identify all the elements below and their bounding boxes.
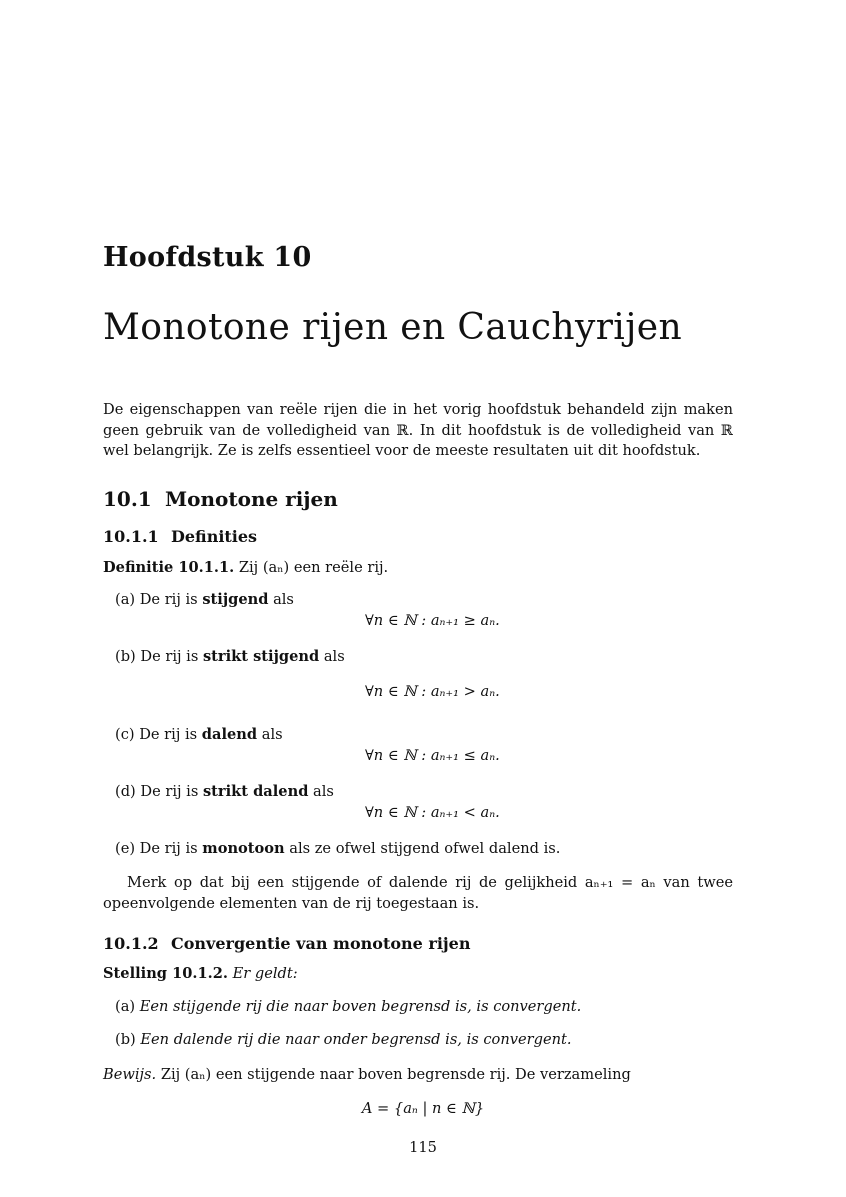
definition-item-b <box>115 648 345 665</box>
item-marker: (a) <box>115 591 136 608</box>
proof-formula: A = {aₙ | n ∈ ℕ} <box>361 1100 485 1117</box>
item-marker: (c) <box>115 726 135 743</box>
subsection-title: Definities <box>171 527 258 546</box>
formula-d: ∀n ∈ ℕ : aₙ₊₁ < aₙ. <box>365 804 500 821</box>
item-text: als <box>313 783 334 800</box>
proof-text: Zij (aₙ) een stijgende naar boven begrensde rij. De verzameling <box>160 1066 631 1083</box>
page-number: 115 <box>409 1139 437 1156</box>
item-text: als <box>273 591 294 608</box>
item-marker: (b) <box>115 1031 136 1048</box>
item-marker: (b) <box>115 648 136 665</box>
section-number: 10.1 <box>103 487 152 511</box>
item-marker: (a) <box>115 998 136 1015</box>
item-text: als ze ofwel stijgend ofwel dalend is. <box>289 840 561 857</box>
section-heading <box>103 487 338 511</box>
item-marker: (d) <box>115 783 136 800</box>
definition-item-d <box>115 783 334 800</box>
formula-b: ∀n ∈ ℕ : aₙ₊₁ > aₙ. <box>365 683 500 700</box>
item-text: Een stijgende rij die naar boven begrensd is, is convergent. <box>139 998 582 1015</box>
item-text: De rij is <box>140 648 199 665</box>
subsection-number: 10.1.2 <box>103 934 159 953</box>
proof-label: Bewijs. <box>103 1066 157 1083</box>
definition-item-c <box>115 726 283 743</box>
theorem-statement <box>103 964 298 985</box>
subsection-heading-convergentie <box>103 934 471 953</box>
item-text: De rij is <box>139 591 198 608</box>
item-text: De rij is <box>139 840 198 857</box>
definition-label: Definitie 10.1.1. <box>103 559 235 576</box>
intro-paragraph: De eigenschappen van reële rijen die in het vorig hoofdstuk behandeld zijn maken geen gebruik van de volledigheid van ℝ. In dit hoofdstuk is de volledigheid van ℝ wel belangrijk. Ze is zelfs essentieel voor de meeste resultaten uit dit hoofdstuk. <box>103 401 733 459</box>
item-text: als <box>323 648 345 665</box>
definition-item-e <box>115 840 560 857</box>
chapter-label: Hoofdstuk 10 <box>103 242 312 273</box>
theorem-item-a <box>115 998 581 1015</box>
formula-a: ∀n ∈ ℕ : aₙ₊₁ ≥ aₙ. <box>365 612 500 629</box>
definition-text: Zij (aₙ) een reële rij. <box>238 559 389 576</box>
subsection-number: 10.1.1 <box>103 527 159 546</box>
definition-statement <box>103 558 388 579</box>
formula-c: ∀n ∈ ℕ : aₙ₊₁ ≤ aₙ. <box>365 747 500 764</box>
item-text: Een dalende rij die naar onder begrensd is, is convergent. <box>140 1031 572 1048</box>
item-text: De rij is <box>140 783 199 800</box>
remark-paragraph: Merk op dat bij een stijgende of dalende rij de gelijkheid aₙ₊₁ = aₙ van twee opeenvolgende elementen van de rij toegestaan is. <box>103 874 733 912</box>
item-term: strikt stijgend <box>202 648 320 665</box>
item-term: dalend <box>201 726 258 743</box>
proof-statement <box>103 1065 631 1086</box>
theorem-label: Stelling 10.1.2. <box>103 965 228 982</box>
theorem-text: Er geldt: <box>232 965 298 982</box>
item-term: monotoon <box>202 840 285 857</box>
chapter-title: Monotone rijen en Cauchyrijen <box>103 307 683 348</box>
subsection-title: Convergentie van monotone rijen <box>171 934 471 953</box>
item-marker: (e) <box>115 840 136 857</box>
item-term: stijgend <box>202 591 269 608</box>
theorem-item-b <box>115 1031 571 1048</box>
definition-item-a <box>115 591 294 608</box>
section-title: Monotone rijen <box>165 487 338 511</box>
item-term: strikt dalend <box>202 783 309 800</box>
item-text: als <box>261 726 283 743</box>
subsection-heading-definities <box>103 527 257 546</box>
item-text: De rij is <box>139 726 198 743</box>
